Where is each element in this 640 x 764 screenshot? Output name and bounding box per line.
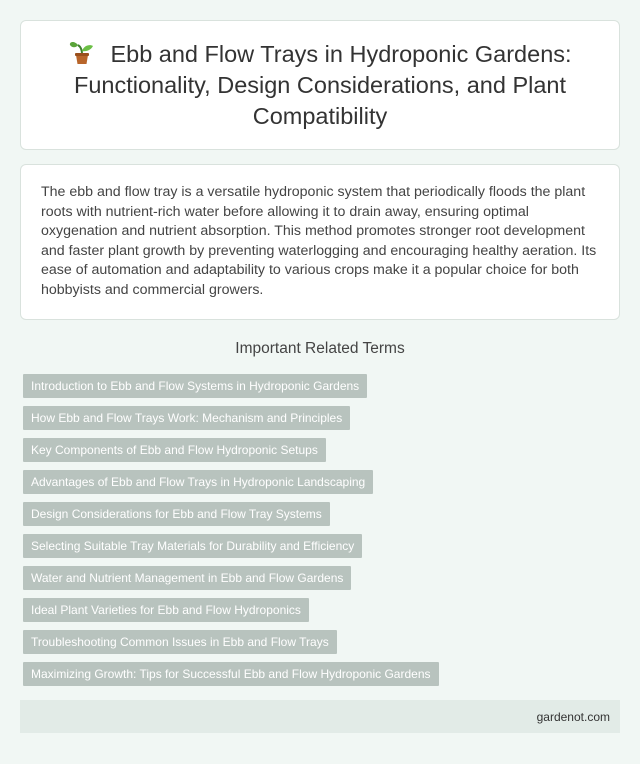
page-title-text: Ebb and Flow Trays in Hydroponic Gardens: Functionality, Design Considerations, and Plant Compatibility — [73, 40, 572, 129]
related-term-link[interactable]: Introduction to Ebb and Flow Systems in Hydroponic Gardens — [23, 374, 367, 398]
related-terms-list — [23, 374, 623, 694]
related-term-link[interactable]: Advantages of Ebb and Flow Trays in Hydroponic Landscaping — [23, 470, 373, 494]
sprout-icon — [68, 39, 96, 65]
related-term-link[interactable]: Selecting Suitable Tray Materials for Durability and Efficiency — [23, 534, 362, 558]
related-term-link[interactable]: Ideal Plant Varieties for Ebb and Flow Hydroponics — [23, 598, 309, 622]
related-term-link[interactable]: Design Considerations for Ebb and Flow Tray Systems — [23, 502, 330, 526]
related-term-link[interactable]: How Ebb and Flow Trays Work: Mechanism and Principles — [23, 406, 350, 430]
footer-site-link[interactable]: gardenot.com — [536, 709, 610, 724]
related-term-link[interactable]: Water and Nutrient Management in Ebb and Flow Gardens — [23, 566, 351, 590]
related-term-link[interactable]: Troubleshooting Common Issues in Ebb and Flow Trays — [23, 630, 337, 654]
related-term-link[interactable]: Maximizing Growth: Tips for Successful Ebb and Flow Hydroponic Gardens — [23, 662, 439, 686]
intro-paragraph: The ebb and flow tray is a versatile hydroponic system that periodically floods the plant roots with nutrient-rich water before allowing it to drain away, ensuring optimal oxygenation and nutrient absorption. This method promotes stronger root development and faster plant growth by preventing waterlogging and encouraging healthy aeration. Its ease of automation and adaptability to various crops make it a popular choice for both hobbyists and commercial growers. — [41, 184, 597, 298]
intro-card — [20, 164, 620, 320]
related-term-link[interactable]: Key Components of Ebb and Flow Hydroponic Setups — [23, 438, 326, 462]
page-title — [41, 39, 599, 132]
footer-bar — [20, 700, 620, 733]
related-terms-heading: Important Related Terms — [235, 340, 405, 357]
title-card — [20, 20, 620, 150]
